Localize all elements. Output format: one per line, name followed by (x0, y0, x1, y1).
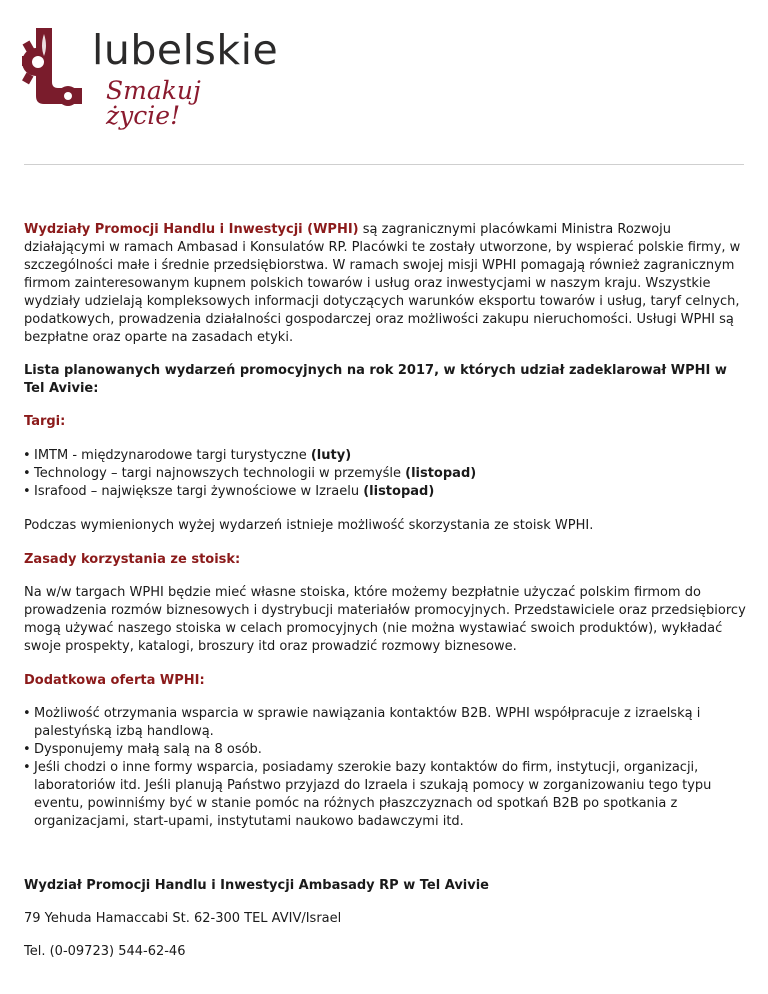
list-item: • Technology – targi najnowszych technologii w przemyśle (listopad) (34, 465, 746, 483)
zasady-heading: Zasady korzystania ze stoisk: (24, 552, 241, 567)
zasady-text: Na w/w targach WPHI będzie mieć własne stoiska, które możemy bezpłatnie użyczać polskim firmom do prowadzenia rozmów biznesowych i dystrybucji materiałów promocyjnych. Przedstawiciele oraz przedsiębiorcy mogą używać naszego stoiska w celach promocyjnych (nie można wystawiać swoich produktów), wykładać swoje prospekty, katalogi, broszury itd oraz prowadzić rozmowy biznesowe. (24, 585, 746, 654)
logo-slogan: Smakuj życie! (106, 76, 201, 130)
intro-text: są zagranicznymi placówkami Ministra Rozwoju działającymi w ramach Ambasad i Konsulatów RP. Placówki te zostały utworzone, by wspierać polskie firmy, w szczególności małe i średnie przedsiębiorstwa. W ramach swojej misji WPHI pomagają również zagranicznym firmom zainteresowanym kupnem polskich towarów i usług oraz inwestycjami w naszym kraju. Wszystkie wydziały udzielają kompleksowych informacji dotyczących warunków eksportu towarów i usług, taryf celnych, podatkowych, prowadzenia działalności gospodarczej oraz możliwości zakupu nieruchomości. Usługi WPHI są bezpłatne oraz oparte na zasadach etyki. (24, 222, 741, 345)
oferta-heading: Dodatkowa oferta WPHI: (24, 673, 205, 688)
logo-wordmark: lubelskie (92, 26, 279, 74)
contact-address: 79 Yehuda Hamaccabi St. 62-300 TEL AVIV/Israel (24, 911, 342, 926)
contact-name: Wydział Promocji Handlu i Inwestycji Ambasady RP w Tel Avivie (24, 878, 489, 893)
targi-list (24, 447, 746, 501)
list-item: • Możliwość otrzymania wsparcia w sprawie nawiązania kontaktów B2B. WPHI współpracuje z izraelską i palestyńską izbą handlową. (34, 705, 746, 741)
document-body (24, 221, 746, 961)
list-item: • IMTM - międzynarodowe targi turystyczne (luty) (34, 447, 746, 465)
intro-paragraph (24, 221, 746, 347)
oferta-list (24, 705, 746, 831)
events-list-title: Lista planowanych wydarzeń promocyjnych na rok 2017, w których udział zadeklarował WPHI w Tel Avivie: (24, 363, 727, 396)
list-item: • Jeśli chodzi o inne formy wsparcia, posiadamy szerokie bazy kontaktów do firm, instytucji, organizacji, laboratoriów itd. Jeśli planują Państwo przyjazd do Izraela i szukają pomocy w zorganizowaniu tego typu eventu, powinniśmy być w stanie pomóc na różnych płaszczyznach od spotkań B2B po spotkania z organizacjami, start-upami, instytutami naukowo badawczymi itd. (34, 759, 746, 831)
intro-highlight: Wydziały Promocji Handlu i Inwestycji (WPHI) (24, 222, 359, 237)
targi-heading: Targi: (24, 414, 66, 429)
list-item: • Israfood – największe targi żywnościowe w Izraelu (listopad) (34, 483, 746, 501)
lubelskie-logo (22, 22, 282, 130)
header-divider (24, 164, 744, 165)
list-item: • Dysponujemy małą salą na 8 osób. (34, 741, 746, 759)
contact-phone: Tel. (0-09723) 544-62-46 (24, 944, 186, 959)
gear-l-icon (22, 22, 88, 118)
stand-note: Podczas wymienionych wyżej wydarzeń istnieje możliwość skorzystania ze stoisk WPHI. (24, 518, 594, 533)
